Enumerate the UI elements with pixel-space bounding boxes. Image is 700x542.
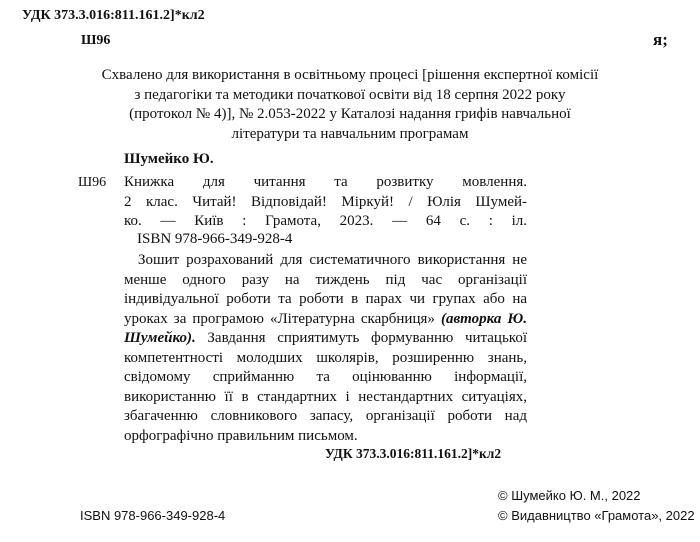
approval-statement xyxy=(30,66,670,144)
annotation xyxy=(124,251,527,446)
bibliographic-description xyxy=(124,173,527,232)
edge-text: я; xyxy=(653,30,668,49)
annotation-text: Завдання сприятимуть формуванню читацької компетентності молодших школярів, розширенню знань, свідомому сприйманню та оцінюванню інформації, використанню її в стандартних і нестандартних ситуаціях, збагаченню словникового запасу, організації роботи над орфографічно правильним письмом. xyxy=(124,330,527,444)
copyright-publisher: © Видавництво «Грамота», 2022 xyxy=(498,508,695,523)
catalog-shifr: Ш96 xyxy=(78,175,107,190)
biblio-line: 2 клас. Читай! Відповідай! Міркуй! / Юлія Шумей- xyxy=(124,193,527,210)
biblio-line: ко. — Київ : Грамота, 2023. — 64 с. : іл. xyxy=(124,213,527,229)
annotation-program-author: (авторка Ю. Шумейко). xyxy=(124,310,527,346)
catalog-isbn: ISBN 978-966-349-928-4 xyxy=(137,231,293,247)
approval-line: літератури та навчальним програмам xyxy=(231,125,469,142)
approval-line: з педагогіки та методики початкової освіти від 18 серпня 2022 року xyxy=(134,86,566,103)
annotation-text: Зошит розрахований для систематичного використання не менше одного разу на тиждень під час організації індивідуальної роботи та роботи в парах чи групах або на уроках за програмою «Літературна скарбниця» xyxy=(124,252,527,327)
copyright-author: © Шумейко Ю. М., 2022 xyxy=(498,488,641,503)
catalog-author: Шумейко Ю. xyxy=(124,151,214,167)
udk-footer: УДК 373.3.016:811.161.2]*кл2 xyxy=(325,446,502,461)
isbn-footer: ISBN 978-966-349-928-4 xyxy=(80,508,226,523)
udk-header: УДК 373.3.016:811.161.2]*кл2 xyxy=(22,8,205,23)
biblio-line: Книжка для читання та розвитку мовлення. xyxy=(124,174,527,190)
shifr-header: Ш96 xyxy=(81,33,111,48)
approval-line: Схвалено для використання в освітньому процесі [рішення експертної комісії xyxy=(101,67,599,83)
approval-line: (протокол № 4)], № 2.053-2022 у Каталозі надання грифів навчальної xyxy=(129,106,571,122)
